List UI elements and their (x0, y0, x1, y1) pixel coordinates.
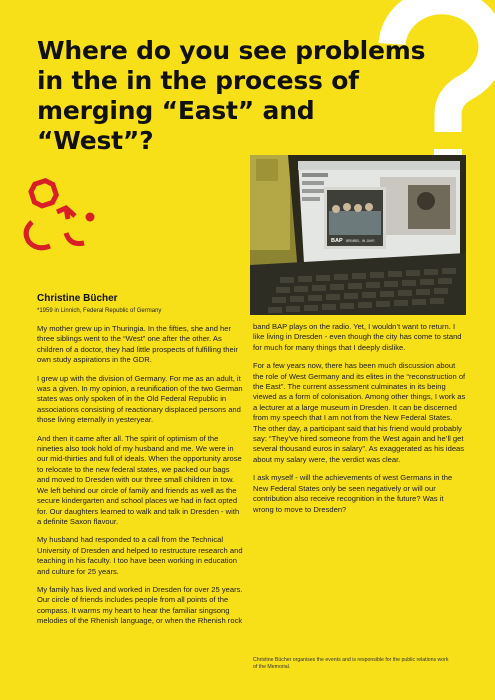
text-column-right (253, 322, 466, 523)
author-birth-info: *1959 in Linnich, Federal Republic of Germany (37, 308, 162, 314)
paragraph: band BAP plays on the radio. Yet, I wouldn’t want to return. I like living in Dresden - even though the city has come to stand for much for many things that I deeply dislike. (253, 322, 462, 352)
paragraph: I grew up with the division of Germany. For me as an adult, it was a given. In my opinion, a reunification of the two German states was only spoken of in the Old Federal Republic in associations consisting of reactionary displaced persons and those living eternally in yesteryear. (37, 373, 243, 425)
text-column-left (37, 324, 243, 635)
paragraph: My family has lived and worked in Dresden for over 25 years. Our circle of friends includes people from all points of the compass. It warms my heart to hear the familiar singsong melodies of the Rhenish language, or when the Rhenish rock (37, 584, 243, 626)
footer-note: Christine Bücher organises the events and is responsible for the public relations work of the Memorial. (253, 657, 449, 670)
paragraph: For a few years now, there has been much discussion about the role of West Germany and its elites in the “reconstruction of the East”. The current assessment culminates in its being viewed as a form of colonisation. Among other things, I work as a lecturer at a large museum in Dresden. It can be discerned from my speech that I am not from the New Federal States. The other day, a participant said that his friend would probably say: “They’ve hired someone from the West again and he’ll get several thousand euros in salary”. As exaggerated as his ideas about my salary were, the verdict was clear. (253, 361, 466, 464)
paragraph: My husband had responded to a call from the Technical University of Dresden and helped to restructure research and teaching in his faculty. I too have been working in education and culture for 25 years. (37, 535, 243, 576)
cd-title: BAP (331, 238, 343, 244)
laptop-photo-graphic (250, 155, 466, 315)
cd-subtitle: BRIMBEL. IM JAHR (346, 239, 375, 243)
memorial-logo (20, 175, 110, 255)
page-title: Where do you see problems in the in the process of merging “East” and “West”? (37, 36, 426, 155)
paragraph: My mother grew up in Thuringia. In the fifties, she and her three siblings went to the “West” one after the other. As children of a doctor, they had little prospects of fulfilling their own study aspirations in the GDR. (37, 324, 238, 365)
laptop-photo (250, 155, 466, 315)
paragraph: And then it came after all. The spirit of optimism of the nineties also took hold of my husband and me. We were in our mid-thirties and full of ideals. When the opportunity arose to relocate to the new federal states, we packed our bags and moved to Dresden with our three small children in tow. We left behind our circle of family and friends as well as the secure kindergarten and school places we had in fact opted for. Our daughters learned to walk and talk in Dresden - with a definite Saxon flavour. (37, 433, 242, 526)
author-name: Christine Bücher (37, 293, 118, 304)
paragraph: I ask myself - will the achievements of west Germans in the New Federal States only be seen negatively or will our contribution also receive recognition in the future? Was it wrong to move to Dresden? (253, 473, 453, 514)
